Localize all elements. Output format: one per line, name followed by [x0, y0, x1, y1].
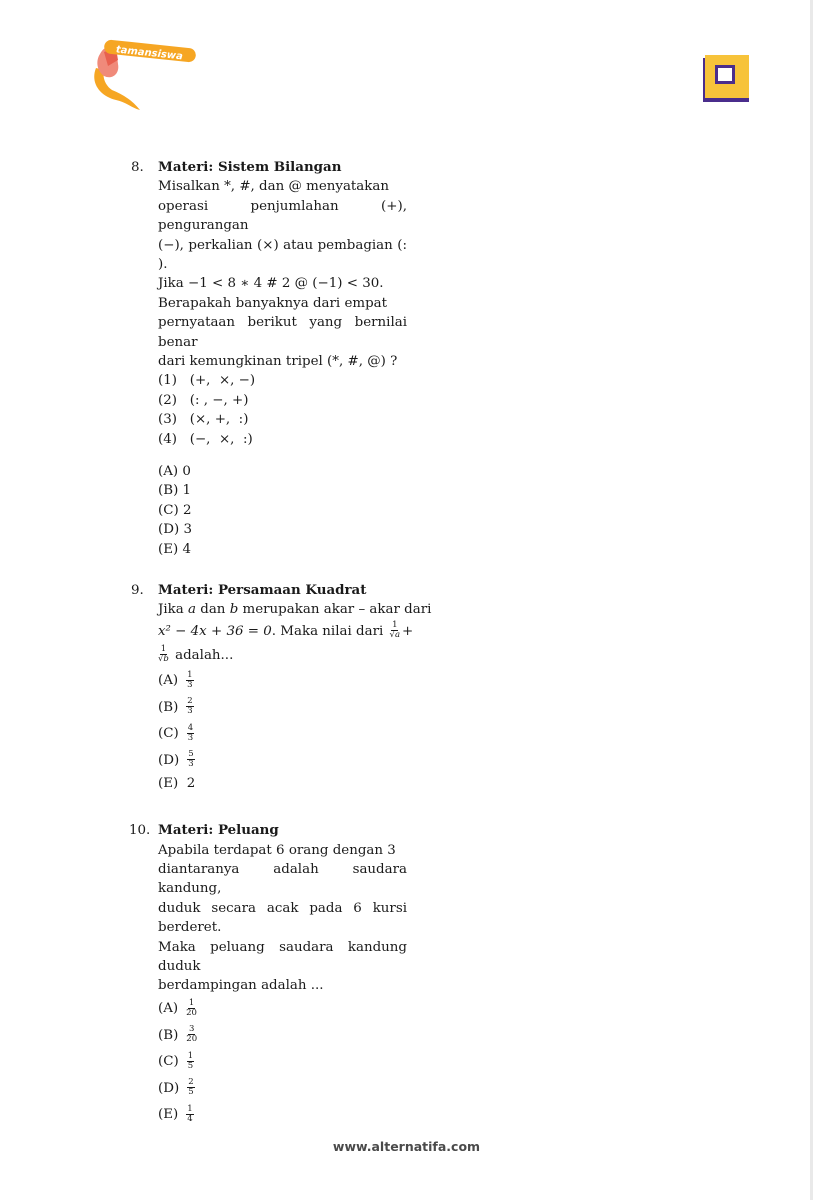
answer-option: (B) $\frac{3}{20}$ — [158, 1024, 198, 1045]
answer-option: (C) 2 — [158, 502, 192, 518]
statement: (3) (×, +, :) — [158, 412, 249, 428]
answer-option: (A) 0 — [158, 464, 191, 480]
statement: (2) (: , −, +) — [158, 392, 249, 408]
answer-option: (E) $\frac{1}{4}$ — [158, 1103, 193, 1124]
text-line: berdampingan adalah ... — [158, 978, 324, 994]
question-title: Materi: Peluang — [158, 822, 279, 839]
question-10 — [131, 821, 407, 1128]
question-number: 8. — [131, 160, 144, 175]
equation: x² − 4x + 36 = 0 — [158, 623, 272, 639]
answer-option: (B) 1 — [158, 483, 192, 499]
question-number: 9. — [131, 582, 144, 598]
text-line: duduk secara acak pada 6 kursi berderet. — [158, 900, 407, 936]
text-line: Apabila terdapat 6 orang dengan 3 — [158, 842, 396, 858]
statement: (1) (+, ×, −) — [158, 373, 256, 389]
question-title: Materi: Persamaan Kuadrat — [158, 581, 367, 598]
text-line: $\frac{1}{√b}$ adalah... — [158, 643, 234, 664]
text-line: Maka peluang saudara kandung duduk — [158, 939, 407, 975]
answer-option: (E) 2 — [158, 775, 196, 791]
tamansiswa-logo — [82, 38, 200, 112]
statement: (4) (−, ×, :) — [158, 431, 253, 447]
question-9 — [131, 581, 432, 793]
answer-option: (D) $\frac{5}{3}$ — [158, 749, 194, 770]
answer-option: (C) $\frac{4}{3}$ — [158, 722, 194, 743]
text-line: dari kemungkinan tripel (*, #, @) ? — [158, 354, 398, 370]
footer-url: www.alternatifa.com — [332, 1139, 481, 1154]
variable-a: a — [188, 602, 196, 618]
text-line: Berapakah banyaknya dari empat — [158, 295, 388, 311]
answer-option: (A) $\frac{1}{3}$ — [158, 669, 193, 690]
text-line: Jika −1 < 8 ∗ 4 # 2 @ (−1) < 30. — [158, 276, 384, 292]
question-title: Materi: Sistem Bilangan — [158, 159, 342, 175]
alternatifa-logo — [700, 52, 752, 104]
text-line: operasi penjumlahan (+), pengurangan — [158, 198, 407, 234]
answer-option: (A) $\frac{1}{20}$ — [158, 997, 197, 1018]
questions — [129, 158, 432, 1128]
fraction: $\frac{1}{√a}$ — [389, 619, 401, 640]
text-line: diantaranya adalah saudara kandung, — [158, 862, 407, 897]
answer-option: (D) $\frac{2}{5}$ — [158, 1077, 194, 1098]
answer-option: (B) $\frac{2}{3}$ — [158, 696, 193, 717]
question-number: 10. — [129, 823, 151, 839]
answer-option: (D) 3 — [158, 522, 192, 538]
text-line: x² − 4x + 36 = 0. Maka nilai dari $\frac{1}{√a}$ + — [158, 619, 414, 640]
variable-b: b — [229, 602, 239, 618]
answer-option: (C) $\frac{1}{5}$ — [158, 1050, 194, 1071]
logo-wordmark: tamansiswa — [115, 44, 184, 63]
question-8 — [131, 158, 407, 559]
text-line: Misalkan *, #, dan @ menyatakan — [158, 179, 390, 195]
text-line: Jika a dan b merupakan akar – akar dari — [158, 602, 432, 618]
answer-option: (E) 4 — [158, 541, 191, 557]
text-line: (−), perkalian (×) atau pembagian (: ). — [158, 237, 407, 273]
text-line: pernyataan berikut yang bernilai benar — [158, 315, 407, 350]
fraction: $\frac{1}{√b}$ — [158, 643, 169, 664]
